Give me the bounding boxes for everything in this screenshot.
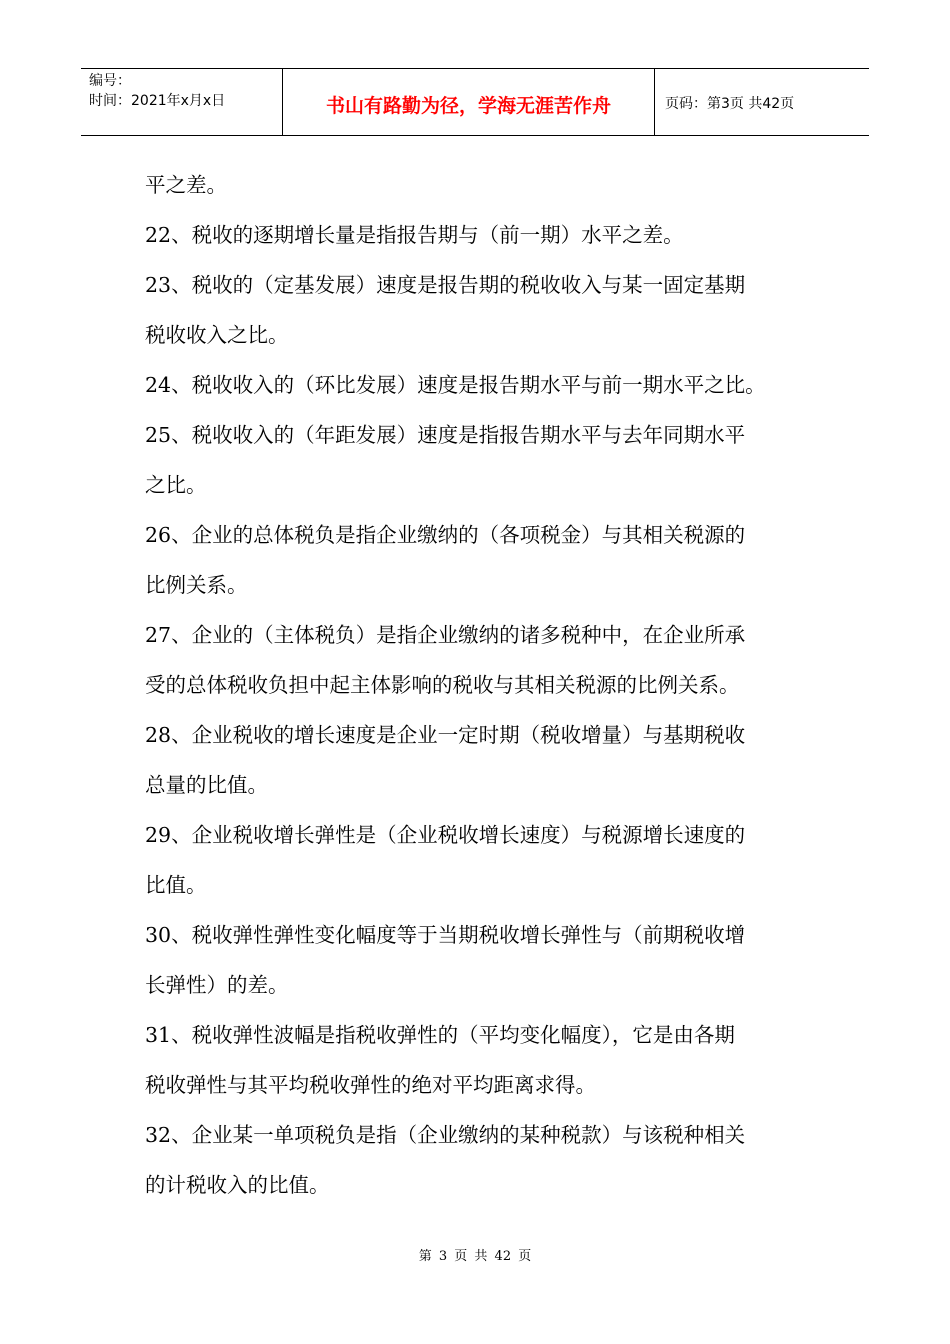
header-meta: [81, 69, 283, 135]
page-header: [81, 68, 869, 136]
text-line: 平之差。: [145, 173, 227, 197]
text-line: 税收弹性与其平均税收弹性的绝对平均距离求得。: [145, 1073, 596, 1097]
text-line: 比例关系。: [145, 573, 248, 597]
header-page-info: 页码：第3页 共42页: [665, 96, 795, 112]
document-date: 时间：2021年x月x日: [89, 93, 226, 109]
text-line: 26、企业的总体税负是指企业缴纳的（各项税金）与其相关税源的: [145, 523, 746, 547]
text-line: 24、税收收入的（环比发展）速度是报告期水平与前一期水平之比。: [145, 373, 766, 397]
text-line: 29、企业税收增长弹性是（企业税收增长速度）与税源增长速度的: [145, 823, 746, 847]
text-line: 32、企业某一单项税负是指（企业缴纳的某种税款）与该税种相关: [145, 1123, 746, 1147]
text-line: 25、税收收入的（年距发展）速度是指报告期水平与去年同期水平: [145, 423, 746, 447]
document-number-label: 编号：: [89, 73, 131, 89]
text-line: 比值。: [145, 873, 207, 897]
text-line: 之比。: [145, 473, 207, 497]
text-line: 受的总体税收负担中起主体影响的税收与其相关税源的比例关系。: [145, 673, 740, 697]
text-line: 28、企业税收的增长速度是企业一定时期（税收增量）与基期税收: [145, 723, 746, 747]
text-line: 27、企业的（主体税负）是指企业缴纳的诸多税种中，在企业所承: [145, 623, 746, 647]
text-line: 30、税收弹性弹性变化幅度等于当期税收增长弹性与（前期税收增: [145, 923, 746, 947]
text-line: 长弹性）的差。: [145, 973, 289, 997]
document-body: [145, 160, 820, 1210]
header-motto: 书山有路勤为径，学海无涯苦作舟: [283, 69, 655, 135]
page-footer: 第 3 页 共 42 页: [418, 1249, 532, 1264]
text-line: 22、税收的逐期增长量是指报告期与（前一期）水平之差。: [145, 223, 684, 247]
text-line: 税收收入之比。: [145, 323, 289, 347]
text-line: 总量的比值。: [145, 773, 268, 797]
text-line: 23、税收的（定基发展）速度是报告期的税收收入与某一固定基期: [145, 273, 746, 297]
text-line: 的计税收入的比值。: [145, 1173, 330, 1197]
text-line: 31、税收弹性波幅是指税收弹性的（平均变化幅度），它是由各期: [145, 1023, 735, 1047]
